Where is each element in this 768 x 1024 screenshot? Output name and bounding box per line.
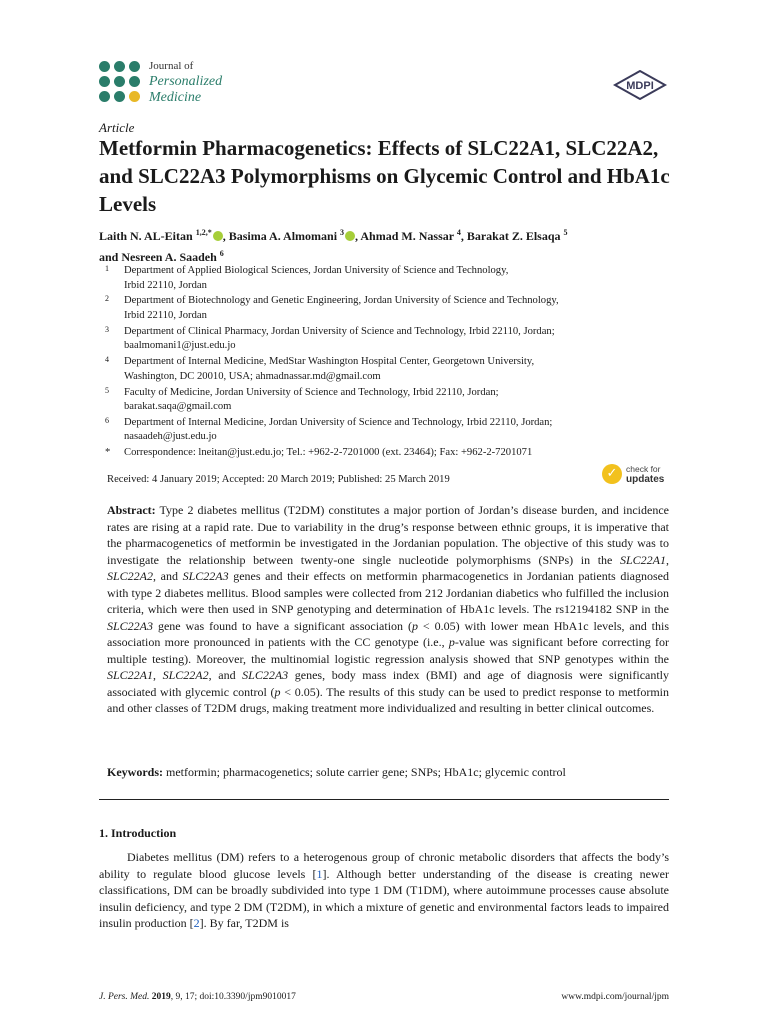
abstract-text: genes, body mass index (BMI) and age of diagnosis were significantly associated with glycemic control (	[107, 668, 670, 699]
check-updates-line1: check for	[626, 464, 661, 474]
affiliation-item	[99, 355, 669, 384]
orcid-icon[interactable]	[345, 231, 355, 241]
gene-name: SLC22A3	[182, 569, 229, 583]
footer-citation	[99, 992, 296, 1002]
abstract-text: , and	[153, 569, 183, 583]
keywords-label: Keywords:	[107, 765, 163, 779]
checkmark-icon: ✓	[602, 464, 622, 484]
author-sup: 3	[340, 228, 345, 237]
abstract-text: ,	[666, 552, 669, 567]
affiliation-number: 1	[105, 264, 109, 273]
footer-year: 2019	[149, 992, 171, 1002]
intro-text: ]. Although better understanding of the disease is creating newer classifications, DM can be broadly subdivided into type 1 DM (T1DM), where autoimmune processes cause absolute insulin deficiency, and type 2 DM (T2DM), in which a mixture of genetic and environmental factors leads to impaired insulin production [	[99, 866, 669, 930]
gene-name: SLC22A1	[619, 552, 666, 567]
affiliation-line: Irbid 22110, Jordan	[124, 279, 207, 291]
journal-logo	[99, 61, 141, 103]
abstract-text: < 0.05) with lower mean HbA1c levels, and this association more pronounced in patients with the CC genotype (i.e.,	[107, 618, 670, 649]
keywords	[107, 764, 669, 780]
author-sup: 6	[219, 249, 224, 258]
gene-name: SLC22A2	[162, 668, 209, 682]
author-sup: 5	[563, 228, 568, 237]
citation-link[interactable]: 1	[316, 866, 323, 881]
mdpi-logo-text: MDPI	[626, 80, 654, 92]
affiliation-line: Department of Clinical Pharmacy, Jordan University of Science and Technology, Irbid 22110, Jordan;	[124, 325, 555, 337]
author-separator: ,	[460, 229, 467, 243]
abstract-label: Abstract:	[107, 503, 156, 517]
affiliation-line: Department of Biotechnology and Genetic Engineering, Jordan University of Science and Technology,	[124, 295, 559, 307]
author-name[interactable]: Laith N. AL-Eitan	[99, 229, 193, 243]
abstract	[107, 502, 669, 717]
affiliation-line: Department of Internal Medicine, MedStar Washington Hospital Center, Georgetown University,	[124, 356, 535, 368]
paper-title: Metformin Pharmacogenetics: Effects of SLC22A1, SLC22A2, and SLC22A3 Polymorphisms on Glycemic Control and HbA1c Levels	[99, 136, 670, 216]
p-symbol: p	[274, 684, 281, 699]
affiliation-line: Faculty of Medicine, Jordan University of Science and Technology, Irbid 22110, Jordan;	[124, 386, 499, 398]
affiliation-number: 3	[105, 324, 109, 334]
affiliation-item	[99, 264, 669, 293]
author-name[interactable]: and Nesreen A. Saadeh	[99, 250, 217, 264]
gene-name: SLC22A1	[107, 668, 154, 682]
abstract-text: gene was found to have a significant association (	[153, 618, 412, 633]
correspondence-marker: *	[105, 447, 111, 459]
gene-name: SLC22A3	[107, 618, 154, 633]
affiliation-item	[99, 416, 669, 445]
abstract-text: genes and their effects on metformin pharmacogenetics in Jordanian patients diagnosed with type 2 diabetes mellitus. Blood samples were collected from 212 Jordanian diabetics who fulfilled the inclusion criteria, which were then used in SNP genotyping and determination of HbA1c levels. The rs12194182 SNP in the	[107, 569, 669, 616]
abstract-text: , and	[208, 668, 243, 682]
correspondence	[99, 446, 669, 461]
journal-name-of: Journal of	[149, 60, 194, 72]
affiliations	[99, 264, 669, 462]
journal-name	[149, 58, 222, 106]
abstract-text: ,	[153, 668, 163, 682]
abstract-text: < 0.05). The results of this study can be used to predict response to metformin and other classes of T2DM drugs, making treatment more individualized and resulting in better clinical outcomes.	[107, 684, 669, 715]
author-separator: ,	[355, 229, 361, 243]
gene-name: SLC22A2	[107, 569, 154, 583]
affiliation-line: Irbid 22110, Jordan	[124, 309, 207, 321]
publication-dates: Received: 4 January 2019; Accepted: 20 March 2019; Published: 25 March 2019	[107, 474, 450, 485]
affiliation-item	[99, 294, 669, 323]
author-list	[99, 224, 669, 266]
footer-url[interactable]: www.mdpi.com/journal/jpm	[561, 992, 669, 1002]
citation-link[interactable]: 2	[193, 916, 200, 930]
affiliation-number: 2	[105, 294, 109, 304]
affiliation-email[interactable]: nasaadeh@just.edu.jo	[124, 431, 217, 443]
correspondence-line[interactable]: Correspondence: lneitan@just.edu.jo; Tel.: +962-2-7201000 (ext. 23464); Fax: +962-2-7201071	[124, 447, 533, 459]
check-for-updates-badge[interactable]	[602, 464, 672, 490]
intro-paragraph	[99, 849, 669, 932]
abstract-text: Type 2 diabetes mellitus (T2DM) constitutes a major portion of Jordan’s disease burden, and incidence rates are rising at a rapid rate. Due to variability in the drug’s response between ethnic groups, it is imperative that the pharmacogenetics of metformin be investigated in the Jordanian population. The objective of this study was to investigate the relationship between twenty-one single nucleotide polymorphisms (SNPs) in the	[107, 503, 669, 567]
gene-name: SLC22A3	[242, 668, 289, 682]
journal-name-line1: Personalized	[149, 74, 223, 89]
author-name[interactable]: Basima A. Almomani	[228, 229, 338, 243]
affiliation-line: Department of Internal Medicine, Jordan University of Science and Technology, Irbid 22110, Jordan;	[124, 416, 553, 428]
p-symbol: p	[448, 635, 455, 649]
intro-text: Diabetes mellitus (DM) refers to a heterogenous group of chronic metabolic disorders that affects the body’s ability to regulate blood glucose levels [	[99, 850, 669, 881]
abstract-text: -value was significant before correcting for multiple testing). Moreover, the multinomial logistic regression analysis showed that SNP genotypes within the	[107, 635, 669, 666]
affiliation-number: 5	[105, 385, 109, 395]
author-name[interactable]: Barakat Z. Elsaqa	[466, 229, 561, 243]
affiliation-number: 4	[105, 355, 109, 365]
footer-doi[interactable]: , 9, 17; doi:10.3390/jpm9010017	[170, 992, 296, 1002]
mdpi-logo	[612, 70, 668, 100]
section-divider	[99, 799, 669, 800]
affiliation-line: Washington, DC 20010, USA; ahmadnassar.md@gmail.com	[124, 370, 381, 382]
affiliation-email[interactable]: barakat.saqa@gmail.com	[124, 401, 232, 413]
article-type: Article	[99, 120, 135, 135]
affiliation-line: Department of Applied Biological Sciences, Jordan University of Science and Technology,	[124, 265, 509, 276]
author-sup: 4	[456, 228, 461, 237]
affiliation-item	[99, 325, 669, 354]
check-updates-line2: updates	[626, 474, 665, 485]
author-sup: 1,2,*	[195, 228, 212, 237]
keywords-text: metformin; pharmacogenetics; solute carrier gene; SNPs; HbA1c; glycemic control	[163, 765, 566, 779]
intro-text: ]. By far, T2DM is	[199, 916, 289, 930]
affiliation-email[interactable]: baalmomani1@just.edu.jo	[124, 340, 236, 352]
p-symbol: p	[411, 618, 418, 633]
journal-name-line2: Medicine	[149, 90, 202, 105]
footer-journal: J. Pers. Med.	[99, 992, 150, 1002]
author-name[interactable]: Ahmad M. Nassar	[360, 229, 454, 243]
author-separator: ,	[222, 229, 229, 243]
affiliation-number: 6	[105, 415, 109, 425]
section-heading: 1. Introduction	[99, 826, 177, 840]
affiliation-item	[99, 386, 669, 415]
orcid-icon[interactable]	[213, 231, 223, 241]
